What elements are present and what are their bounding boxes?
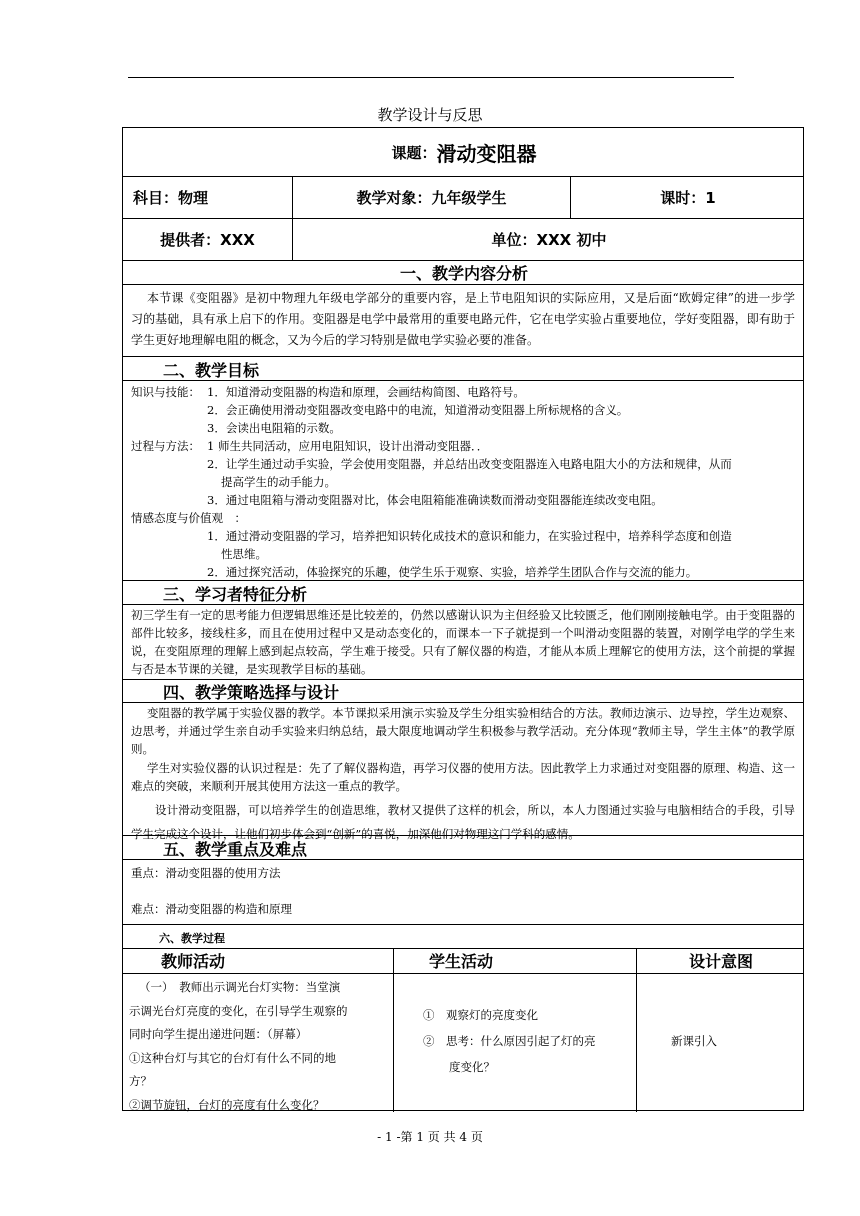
process-label: 过程与方法： [131,439,200,453]
teacher-line: ①这种台灯与其它的台灯有什么不同的地 [129,1050,336,1065]
attitude-label: 情感态度与价值观 ： [131,511,246,525]
student-activity-cell [423,1002,633,1080]
section-5-title: 五、教学重点及难点 [163,840,308,859]
audience-cell: 教学对象：九年级学生 [356,188,507,207]
section-3-title: 三、学习者特征分析 [163,585,308,604]
section-3-text: 初三学生有一定的思考能力但逻辑思维还是比较差的，仍然以感谢认识为主但经验又比较匮乏，他们刚刚接触电学。由于变阻器的部件比较多，接线柱多，而且在使用过程中又是动态变化的，而课本一下子就提到一个叫滑动变阻器的装置，对刚学电学的学生来说，在变阻原理的理解上感到起点较高，学生难于接受。只有了解仪器的构造，才能从本质上理解它的使用方法，这个前提的掌握与否是本节课的关键，是实现教学目标的基础。 [131,608,795,676]
document-title: 教学设计与反思 [377,106,483,124]
lesson-plan-table [122,127,804,1111]
section-1-title: 一、教学内容分析 [399,263,528,283]
unit-cell: 单位：XXX 初中 [491,230,607,249]
attitude-item-2: 2．通过探究活动，体验探究的乐趣，使学生乐于观察、实验，培养学生团队合作与交流的能力。 [207,565,698,579]
topic-row [123,128,805,176]
key-point: 重点：滑动变阻器的使用方法 [131,866,281,880]
teacher-line: 同时向学生提出递进问题：（屏幕） [129,1027,308,1041]
section-4-title: 四、教学策略选择与设计 [163,683,340,702]
section-4-para-3: 设计滑动变阻器，可以培养学生的创造思维，教材又提供了这样的机会，所以，本人力图通过实验与电脑相结合的手段，引导学生完成这个设计，让他们初步体会到“创新”的喜悦，加深他们对物理这门学科的感情。 [131,803,795,841]
attitude-item-1: 1．通过滑动变阻器的学习，培养把知识转化成技术的意识和能力，在实验过程中，培养科学态度和创造 [207,529,732,543]
column-design-intent: 设计意图 [688,952,753,971]
process-item-2: 2．让学生通过动手实验，学会使用变阻器，并总结出改变变阻器连入电路电阻大小的方法和规律，从而 [207,457,732,471]
student-item-2-cont: 度变化？ [449,1060,495,1074]
section-1-text: 本节课《变阻器》是初中物理九年级电学部分的重要内容，是上节电阻知识的实际应用，又是后面“欧姆定律”的进一步学习的基础，具有承上启下的作用。变阻器是电学中最常用的重要电路元件，它在电学实验占重要地位，学好变阻器，即有助于学生更好地理解电阻的概念，又为今后的学习特别是做电学实验必要的准备。 [131,291,795,347]
knowledge-item-3: 3．会读出电阻箱的示数。 [207,421,341,435]
attitude-item-1-cont: 性思维。 [221,547,267,561]
column-teacher-activity: 教师活动 [161,952,226,971]
section-4-para-1: 变阻器的教学属于实验仪器的教学。本节课拟采用演示实验及学生分组实验相结合的方法。教师边演示、边导控，学生边观察、边思考，并通过学生亲自动手实验来归纳总结，最大限度地调动学生积极参与教学活动。充分体现“教师主导，学生主体”的教学原则。 [131,706,795,756]
knowledge-label: 知识与技能： [131,385,200,399]
process-item-2-cont: 提高学生的动手能力。 [221,475,336,489]
knowledge-item-1: 1．知道滑动变阻器的构造和原理，会画结构简图、电路符号。 [207,385,525,399]
teacher-line: 方？ [129,1074,152,1088]
topic-value: 滑动变阻器 [436,141,537,166]
subject-cell: 科目：物理 [133,188,209,207]
student-item-2: ② 思考：什么原因引起了灯的亮 [423,1034,596,1048]
design-intent-text: 新课引入 [671,1034,717,1048]
topic-label: 课题： [391,143,437,162]
knowledge-item-2: 2．会正确使用滑动变阻器改变电路中的电流，知道滑动变阻器上所标规格的含义。 [207,403,629,417]
column-student-activity: 学生活动 [429,952,494,971]
student-item-1: ① 观察灯的亮度变化 [423,1008,538,1022]
page-footer: - 1 -第 1 页 共 4 页 [377,1130,483,1144]
provider-cell: 提供者：XXX [160,230,255,249]
header-rule [128,77,734,78]
teacher-activity-cell [129,976,387,1117]
teacher-line: （一） 教师出示调光台灯实物：当堂演 [139,980,341,994]
process-item-3: 3．通过电阻箱与滑动变阻器对比，体会电阻箱能准确读数而滑动变阻器能连续改变电阻。 [207,493,663,507]
process-item-1: 1 师生共同活动，应用电阻知识，设计出滑动变阻器．． [207,439,489,453]
hours-cell: 课时：1 [660,188,716,207]
difficulty-point: 难点：滑动变阻器的构造和原理 [131,902,292,916]
section-4-para-2: 学生对实验仪器的认识过程是：先了了解仪器构造，再学习仪器的使用方法。因此教学上力求通过对变阻器的原理、构造、这一难点的突破，来顺利开展其使用方法这一重点的教学。 [131,761,795,793]
teacher-line: 示调光台灯亮度的变化，在引导学生观察的 [129,1003,348,1018]
teacher-line: ②调节旋钮，台灯的亮度有什么变化？ [129,1097,325,1112]
section-2-title: 二、教学目标 [163,361,260,380]
section-6-title: 六、教学过程 [159,932,225,945]
